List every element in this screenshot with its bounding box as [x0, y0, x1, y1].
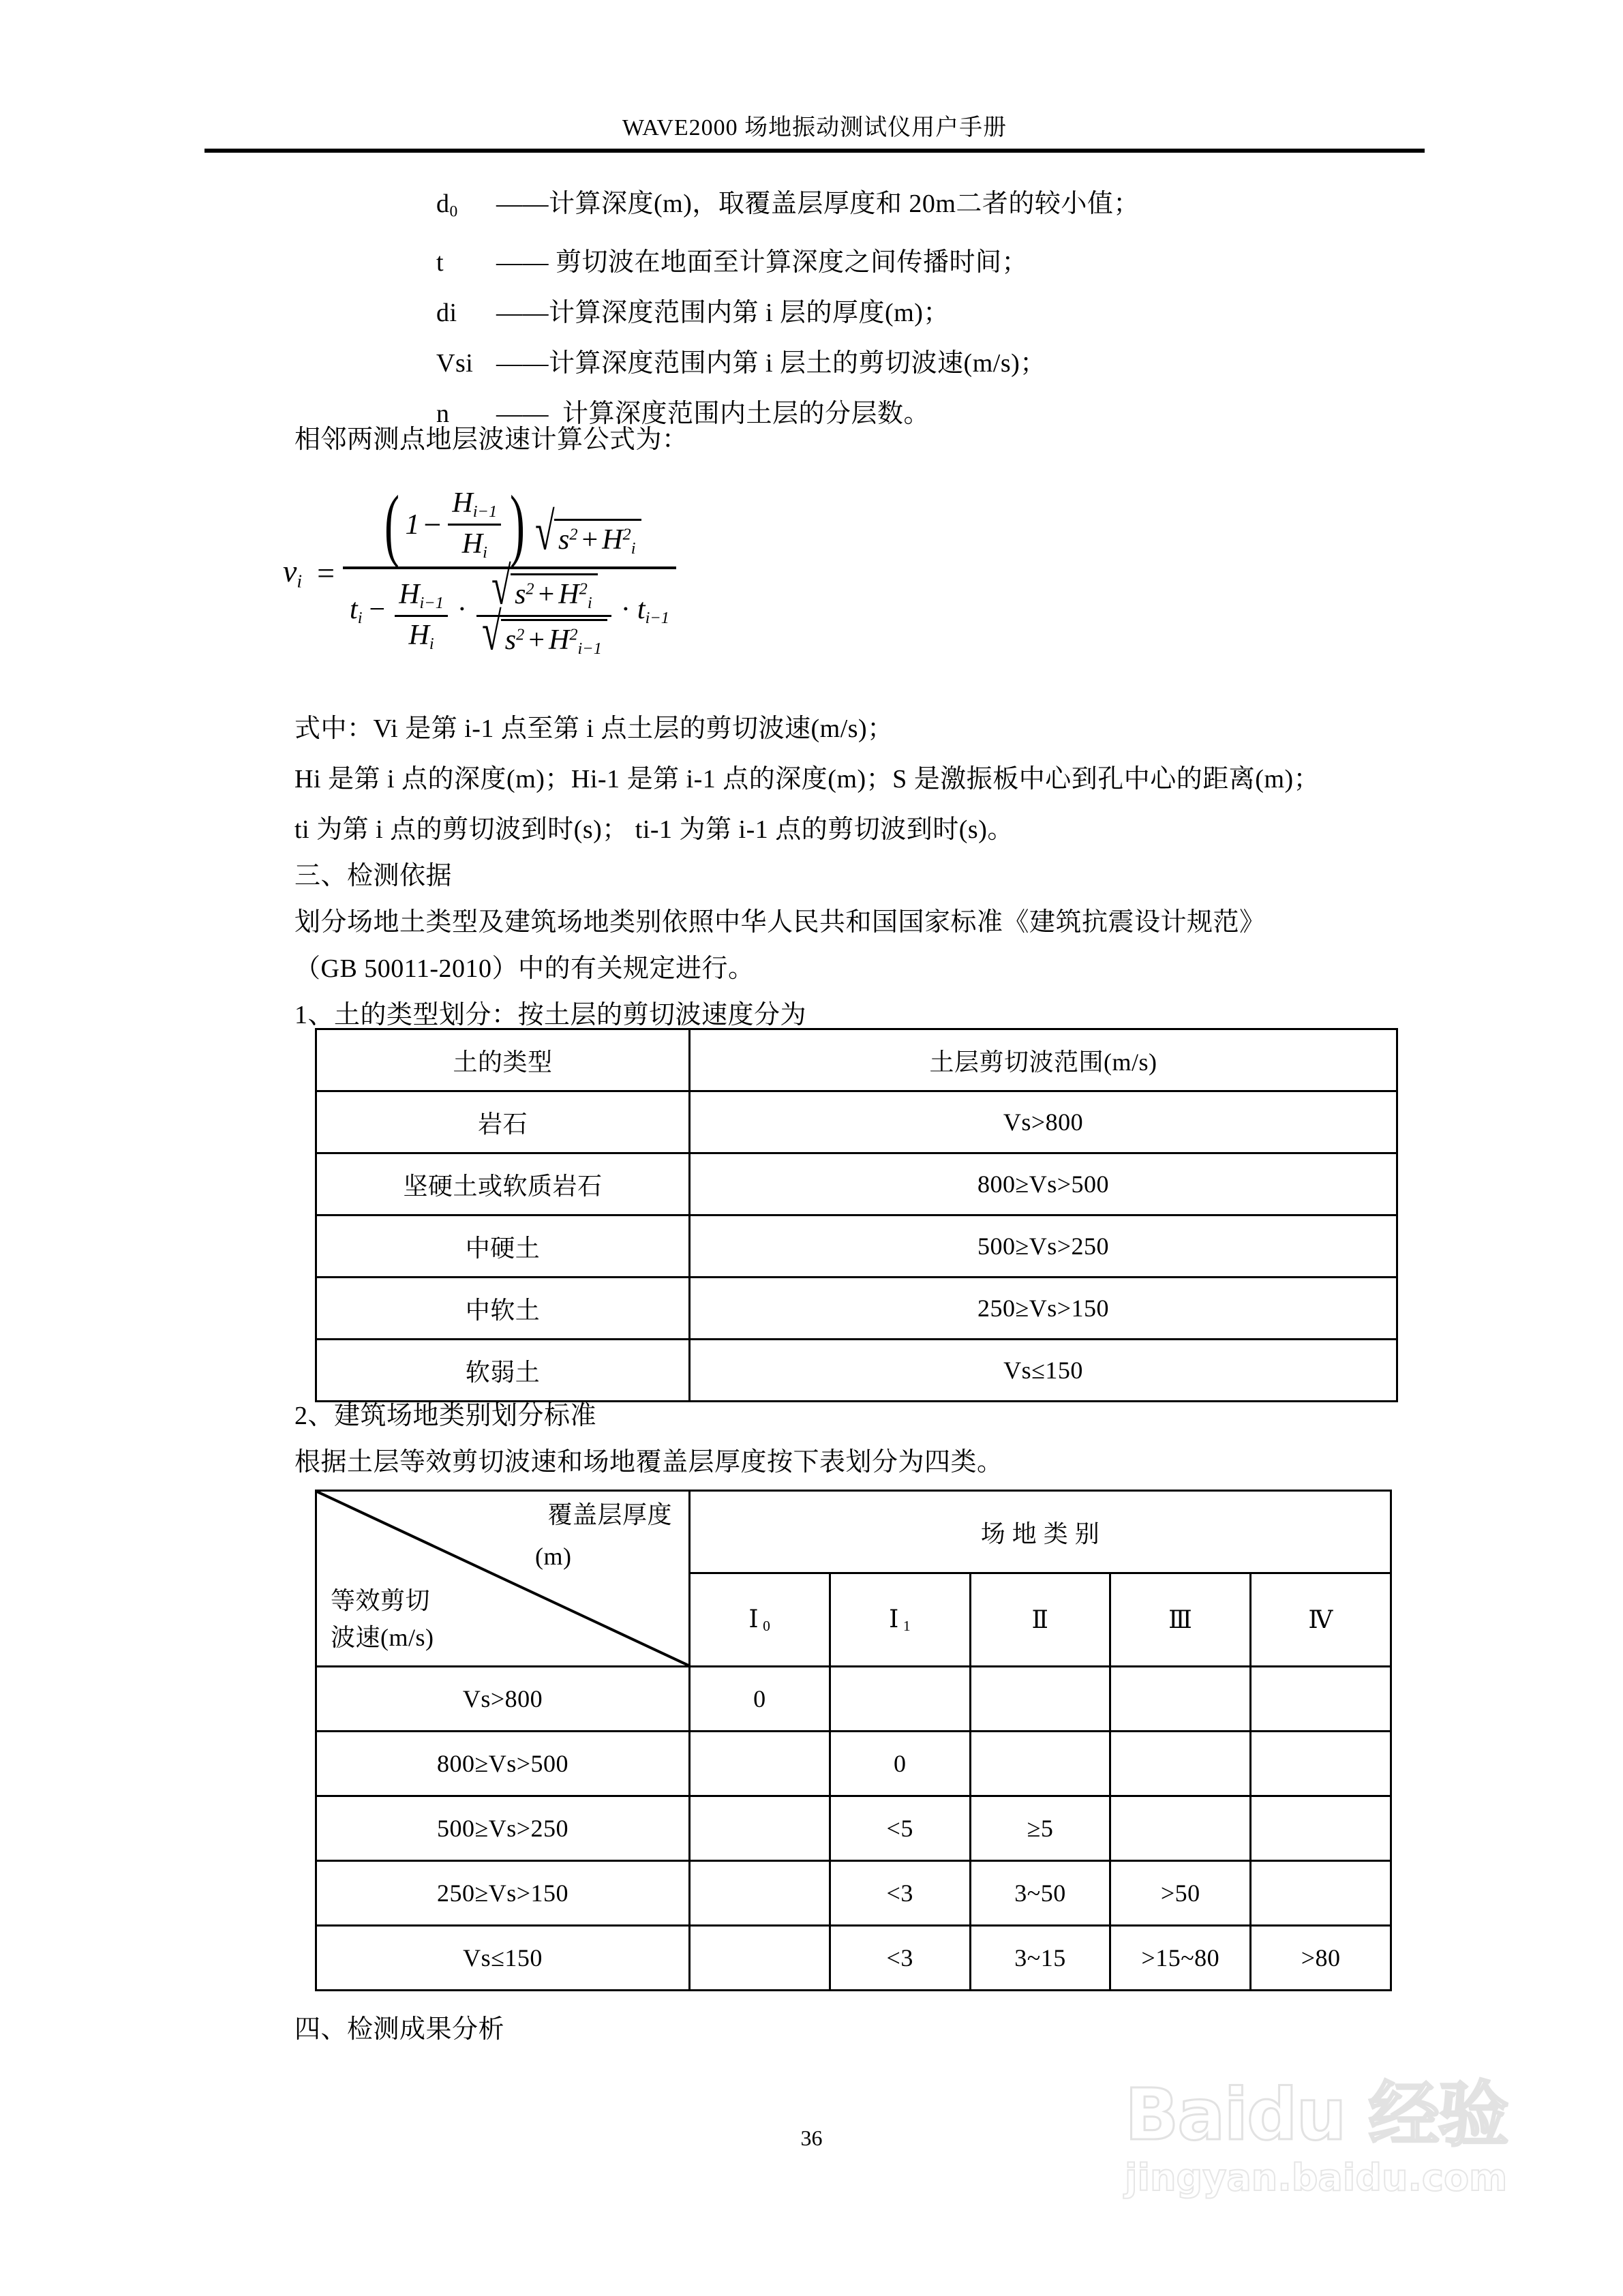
- formula-lhs-variable: v: [283, 554, 297, 589]
- item-2-line: 根据土层等效剪切波速和场地覆盖层厚度按下表划分为四类。: [294, 1448, 1003, 1477]
- t-symbol: t: [350, 593, 358, 625]
- definition-dash: ——: [496, 298, 549, 327]
- corner-label-overburden-thickness: 覆盖层厚度: [547, 1501, 672, 1528]
- t-subscript: i−1: [645, 608, 669, 627]
- section-4-heading: 四、检测成果分析: [294, 2015, 505, 2044]
- cell-thickness-III: >50: [1110, 1861, 1251, 1926]
- cell-shear-wave-range: 500≥Vs>250: [690, 1215, 1397, 1278]
- definition-text: 计算深度(m)，取覆盖层厚度和 20m二者的较小值；: [549, 190, 1140, 218]
- section-3-heading: 三、检测依据: [294, 862, 453, 890]
- table-header-row-group: [316, 1491, 1391, 1573]
- cell-thickness-III: [1110, 1796, 1251, 1861]
- site-class-table: [315, 1490, 1392, 1991]
- formula-minus: −: [423, 507, 442, 542]
- definition-dash: ——: [496, 399, 549, 428]
- group-header-site-category: 场 地 类 别: [690, 1491, 1391, 1573]
- cell-soil-type: 岩石: [316, 1091, 690, 1153]
- cell-soil-type: 软弱土: [316, 1340, 690, 1402]
- shear-wave-velocity-formula: [283, 470, 801, 675]
- formula-sqrt-inner-lower: [481, 601, 607, 661]
- running-header-title: WAVE2000 场地振动测试仪用户手册: [622, 115, 1007, 140]
- cell-soil-type: 坚硬土或软质岩石: [316, 1153, 690, 1215]
- soil-type-table: [315, 1028, 1398, 1402]
- definition-text: 计算深度范围内土层的分层数。: [562, 399, 930, 428]
- column-header-soil-type: 土的类型: [316, 1029, 690, 1091]
- cell-thickness-I1: <5: [830, 1796, 970, 1861]
- corner-label-equivalent-shear-line2: 波速(m/s): [331, 1624, 434, 1651]
- cell-thickness-I0: [690, 1926, 830, 1991]
- cell-thickness-II: ≥5: [970, 1796, 1110, 1861]
- column-header-shear-wave-range: 土层剪切波范围(m/s): [690, 1029, 1397, 1091]
- cell-shear-wave-range: 800≥Vs>500: [690, 1153, 1397, 1215]
- cell-soil-type: 中软土: [316, 1278, 690, 1340]
- page-number: 36: [800, 2126, 823, 2150]
- column-header-class-I1: [830, 1573, 970, 1667]
- cell-thickness-III: >15~80: [1110, 1926, 1251, 1991]
- s-symbol: s: [515, 578, 526, 610]
- table-row: [316, 1732, 1391, 1796]
- radical-icon: √: [491, 556, 511, 616]
- definition-dash: ——: [496, 190, 549, 218]
- roman-numeral: [1308, 1606, 1333, 1633]
- where-clause-line-1: 式中：Vi 是第 i-1 点至第 i 点土层的剪切波速(m/s)；: [294, 714, 894, 743]
- column-header-class-II: [970, 1573, 1110, 1667]
- H-symbol: H: [461, 528, 483, 560]
- left-paren-glyph: (: [384, 479, 399, 570]
- cell-thickness-IV: [1251, 1861, 1391, 1926]
- cell-thickness-IV: [1251, 1732, 1391, 1796]
- corner-label-unit: (m): [535, 1543, 572, 1570]
- H-subscript: i−1: [472, 502, 498, 521]
- t-symbol: t: [637, 593, 646, 625]
- definition-text: 计算深度范围内第 i 层土的剪切波速(m/s)；: [549, 348, 1046, 378]
- H-subscript: i−1: [577, 639, 602, 658]
- table-row: [316, 1215, 1397, 1278]
- cell-thickness-III: [1110, 1667, 1251, 1732]
- cell-soil-type: 中硬土: [316, 1215, 690, 1278]
- plus-sign: +: [538, 578, 555, 610]
- formula-parenthesized-group: [378, 479, 532, 570]
- cell-equivalent-shear-velocity: 800≥Vs>500: [316, 1732, 690, 1796]
- H-symbol: H: [408, 619, 429, 651]
- formula-H-ratio-lower: [395, 578, 448, 654]
- roman-numeral: [1168, 1606, 1192, 1633]
- sqrt-radicand: [501, 619, 607, 659]
- formula-H-ratio-denominator: [404, 617, 438, 654]
- where-clause-line-2: Hi 是第 i 点的深度(m)；Hi-1 是第 i-1 点的深度(m)；S 是激振板中心到孔中心的距离(m)；: [294, 765, 1320, 794]
- table-row: [316, 1861, 1391, 1926]
- cell-equivalent-shear-velocity: Vs>800: [316, 1667, 690, 1732]
- right-paren-glyph: ): [510, 479, 526, 570]
- H-subscript: i: [483, 543, 487, 562]
- column-header-class-I0: [690, 1573, 830, 1667]
- cell-thickness-III: [1110, 1732, 1251, 1796]
- definition-dash: ——: [496, 247, 549, 277]
- definition-symbol: [436, 288, 496, 338]
- s-symbol: s: [504, 624, 517, 656]
- formula-equals-sign: =: [317, 555, 335, 590]
- definition-item: [436, 288, 1391, 338]
- H-subscript: i: [587, 593, 592, 612]
- H-symbol: H: [399, 579, 420, 610]
- table-row: [316, 1667, 1391, 1732]
- sqrt-ratio-numerator: [486, 556, 601, 616]
- H-subscript: i−1: [419, 593, 444, 612]
- table-header-row: [316, 1029, 1397, 1091]
- t-subscript: i: [357, 608, 363, 627]
- formula-one: 1: [405, 509, 420, 541]
- definition-symbol-text: d: [436, 190, 450, 218]
- formula-minus: −: [369, 593, 386, 625]
- table-row: [316, 1926, 1391, 1991]
- cell-thickness-IV: [1251, 1796, 1391, 1861]
- formula-lhs-subscript: i: [297, 570, 303, 592]
- table-row: [316, 1091, 1397, 1153]
- plus-sign: +: [581, 524, 598, 556]
- formula-sqrt-inner-upper: [491, 556, 597, 616]
- formula-dot-operator: ·: [620, 593, 631, 625]
- cell-equivalent-shear-velocity: 250≥Vs>150: [316, 1861, 690, 1926]
- cell-equivalent-shear-velocity: 500≥Vs>250: [316, 1796, 690, 1861]
- cell-thickness-I1: <3: [830, 1861, 970, 1926]
- roman-text: Ⅳ: [1308, 1606, 1333, 1633]
- cell-thickness-I0: [690, 1796, 830, 1861]
- column-header-class-IV: [1251, 1573, 1391, 1667]
- sqrt-ratio-denominator: [476, 601, 611, 661]
- cell-thickness-I0: 0: [690, 1667, 830, 1732]
- formula-H-ratio-denominator: [458, 526, 491, 562]
- table-row: [316, 1153, 1397, 1215]
- cell-thickness-II: [970, 1667, 1110, 1732]
- definition-item: [436, 237, 1391, 288]
- radical-icon: √: [481, 601, 502, 661]
- roman-subscript: 1: [902, 1617, 911, 1634]
- definition-symbol: [436, 179, 496, 237]
- column-header-class-III: [1110, 1573, 1251, 1667]
- definition-text: 剪切波在地面至计算深度之间传播时间；: [556, 247, 1029, 277]
- corner-label-equivalent-shear-line1: 等效剪切: [331, 1587, 431, 1614]
- running-header: [204, 115, 1425, 142]
- H-subscript: i: [631, 539, 636, 558]
- symbol-definition-list: [436, 179, 1391, 439]
- H-exponent: 2: [579, 579, 588, 599]
- header-rule: [204, 149, 1425, 153]
- formula-denominator: [343, 556, 676, 661]
- definition-symbol-text: t: [436, 247, 444, 277]
- item-2-heading: 2、建筑场地类别划分标准: [294, 1402, 597, 1430]
- formula-dot-operator: ·: [457, 593, 467, 625]
- cell-equivalent-shear-velocity: Vs≤150: [316, 1926, 690, 1991]
- definition-item: [436, 338, 1391, 389]
- definition-symbol: [436, 338, 496, 389]
- formula-t-term: [350, 594, 362, 625]
- cell-thickness-IV: >80: [1251, 1926, 1391, 1991]
- plus-sign: +: [528, 624, 545, 656]
- roman-text: Ⅱ: [1031, 1606, 1049, 1633]
- s-symbol: s: [558, 524, 570, 556]
- cell-shear-wave-range: Vs>800: [690, 1091, 1397, 1153]
- cell-thickness-I1: [830, 1667, 970, 1732]
- cell-thickness-I1: 0: [830, 1732, 970, 1796]
- H-exponent: 2: [622, 525, 631, 544]
- H-subscript: i: [429, 634, 434, 653]
- s-exponent: 2: [516, 625, 525, 644]
- roman-text: Ⅰ: [889, 1605, 899, 1633]
- cell-thickness-IV: [1251, 1667, 1391, 1732]
- s-exponent: 2: [526, 579, 534, 599]
- definition-symbol-subscript: 0: [449, 202, 458, 221]
- cell-thickness-I0: [690, 1732, 830, 1796]
- cell-shear-wave-range: Vs≤150: [690, 1340, 1397, 1402]
- cell-shear-wave-range: 250≥Vs>150: [690, 1278, 1397, 1340]
- definition-symbol-text: Vsi: [436, 348, 474, 378]
- cell-thickness-II: 3~50: [970, 1861, 1110, 1926]
- definition-symbol-text: n: [436, 399, 450, 428]
- H-symbol: H: [558, 578, 579, 610]
- definition-text: 计算深度范围内第 i 层的厚度(m)；: [549, 298, 950, 327]
- item-1-heading: 1、土的类型划分：按土层的剪切波速度分为: [294, 1001, 807, 1029]
- cell-thickness-II: [970, 1732, 1110, 1796]
- H-symbol: H: [549, 624, 570, 656]
- roman-text: Ⅲ: [1168, 1606, 1193, 1633]
- H-exponent: 2: [569, 625, 578, 644]
- corner-header-cell: [316, 1491, 690, 1667]
- formula-H-ratio: [448, 487, 501, 562]
- formula-H-ratio-numerator: [448, 487, 501, 524]
- cell-thickness-I0: [690, 1861, 830, 1926]
- roman-numeral: [889, 1605, 911, 1633]
- where-clause-line-3: ti 为第 i 点的剪切波到时(s)； ti-1 为第 i-1 点的剪切波到时(s)。: [294, 815, 1014, 844]
- table-row: [316, 1278, 1397, 1340]
- formula-t-prev-term: [637, 594, 669, 625]
- formula-sqrt-upper: [535, 501, 641, 562]
- section-3-line-2: （GB 50011-2010）中的有关规定进行。: [294, 954, 755, 983]
- roman-numeral: [1032, 1606, 1049, 1633]
- radical-icon: √: [535, 501, 555, 562]
- definition-symbol-text: di: [436, 298, 457, 327]
- watermark-brand: Baidu 经验: [1125, 2073, 1508, 2156]
- H-symbol: H: [602, 524, 623, 556]
- formula-main-fraction: [343, 479, 676, 661]
- roman-text: Ⅰ: [748, 1605, 759, 1633]
- sqrt-radicand: [511, 573, 598, 613]
- roman-numeral: [748, 1605, 770, 1633]
- H-symbol: H: [452, 487, 473, 519]
- sqrt-radicand: [554, 519, 641, 558]
- formula-H-ratio-numerator: [395, 578, 448, 615]
- s-exponent: 2: [569, 525, 578, 544]
- formula-sqrt-ratio: [476, 556, 611, 661]
- definition-dash: ——: [496, 348, 549, 378]
- formula-intro-paragraph: 相邻两测点地层波速计算公式为：: [294, 425, 688, 454]
- roman-subscript: 0: [763, 1617, 771, 1634]
- table-row: [316, 1796, 1391, 1861]
- watermark-url: jingyan.baidu.com: [1125, 2156, 1508, 2199]
- cell-thickness-II: 3~15: [970, 1926, 1110, 1991]
- definition-item: [436, 179, 1391, 237]
- formula-numerator: [371, 479, 648, 570]
- section-3-line-1: 划分场地土类型及建筑场地类别依照中华人民共和国国家标准《建筑抗震设计规范》: [294, 908, 1266, 937]
- cell-thickness-I1: <3: [830, 1926, 970, 1991]
- definition-symbol: [436, 237, 496, 288]
- formula-lhs: [283, 553, 309, 592]
